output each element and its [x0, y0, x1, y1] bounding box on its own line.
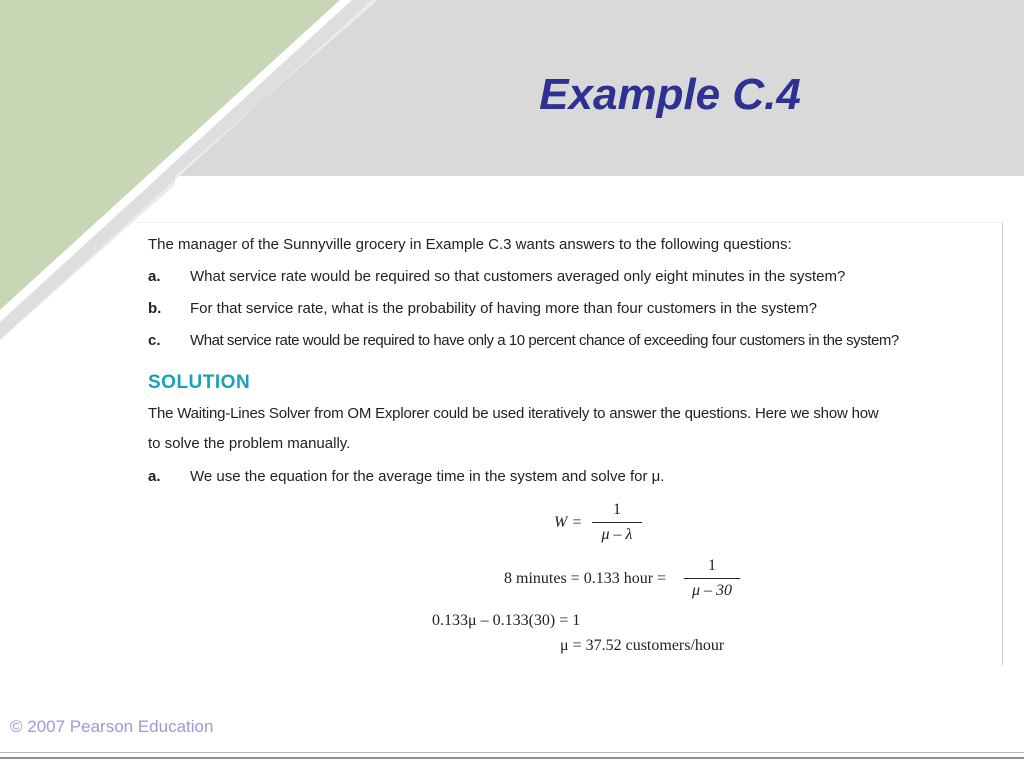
question-a-text: What service rate would be required so that customers averaged only eight minutes in the system?	[190, 268, 846, 285]
solution-paragraph-line2: to solve the problem manually.	[148, 435, 351, 452]
example-content	[136, 222, 1003, 665]
footer-rule-thick	[0, 757, 1024, 759]
equation-1-fraction	[592, 500, 642, 545]
question-b-text: For that service rate, what is the probability of having more than four customers in the system?	[190, 300, 817, 317]
question-c-text: What service rate would be required to have only a 10 percent chance of exceeding four customers in the system?	[190, 332, 899, 349]
equation-1-numerator: 1	[592, 500, 642, 523]
equation-3: 0.133μ – 0.133(30) = 1	[432, 612, 581, 629]
solution-heading: SOLUTION	[148, 372, 251, 393]
step-a-text: We use the equation for the average time in the system and solve for μ.	[190, 468, 665, 485]
copyright-footer: © 2007 Pearson Education	[10, 717, 214, 736]
problem-intro: The manager of the Sunnyville grocery in Example C.3 wants answers to the following questions:	[148, 236, 792, 253]
equation-1-lhs: W =	[554, 514, 583, 531]
step-a-label: a.	[148, 468, 161, 485]
question-b-label: b.	[148, 300, 162, 317]
equation-2-denominator: μ – 30	[691, 582, 733, 599]
equation-4: μ = 37.52 customers/hour	[560, 637, 725, 654]
slide-title: Example C.4	[539, 70, 801, 119]
equation-2-numerator: 1	[684, 556, 740, 579]
question-c-label: c.	[148, 332, 161, 349]
equation-2-lhs: 8 minutes = 0.133 hour =	[504, 570, 667, 587]
equation-1-denominator: μ – λ	[601, 526, 633, 543]
footer-rule-thin	[0, 752, 1024, 753]
equation-2-fraction	[684, 556, 740, 601]
solution-paragraph-line1: The Waiting-Lines Solver from OM Explorer could be used iteratively to answer the questions. Here we show how	[148, 405, 879, 422]
question-a-label: a.	[148, 268, 161, 285]
